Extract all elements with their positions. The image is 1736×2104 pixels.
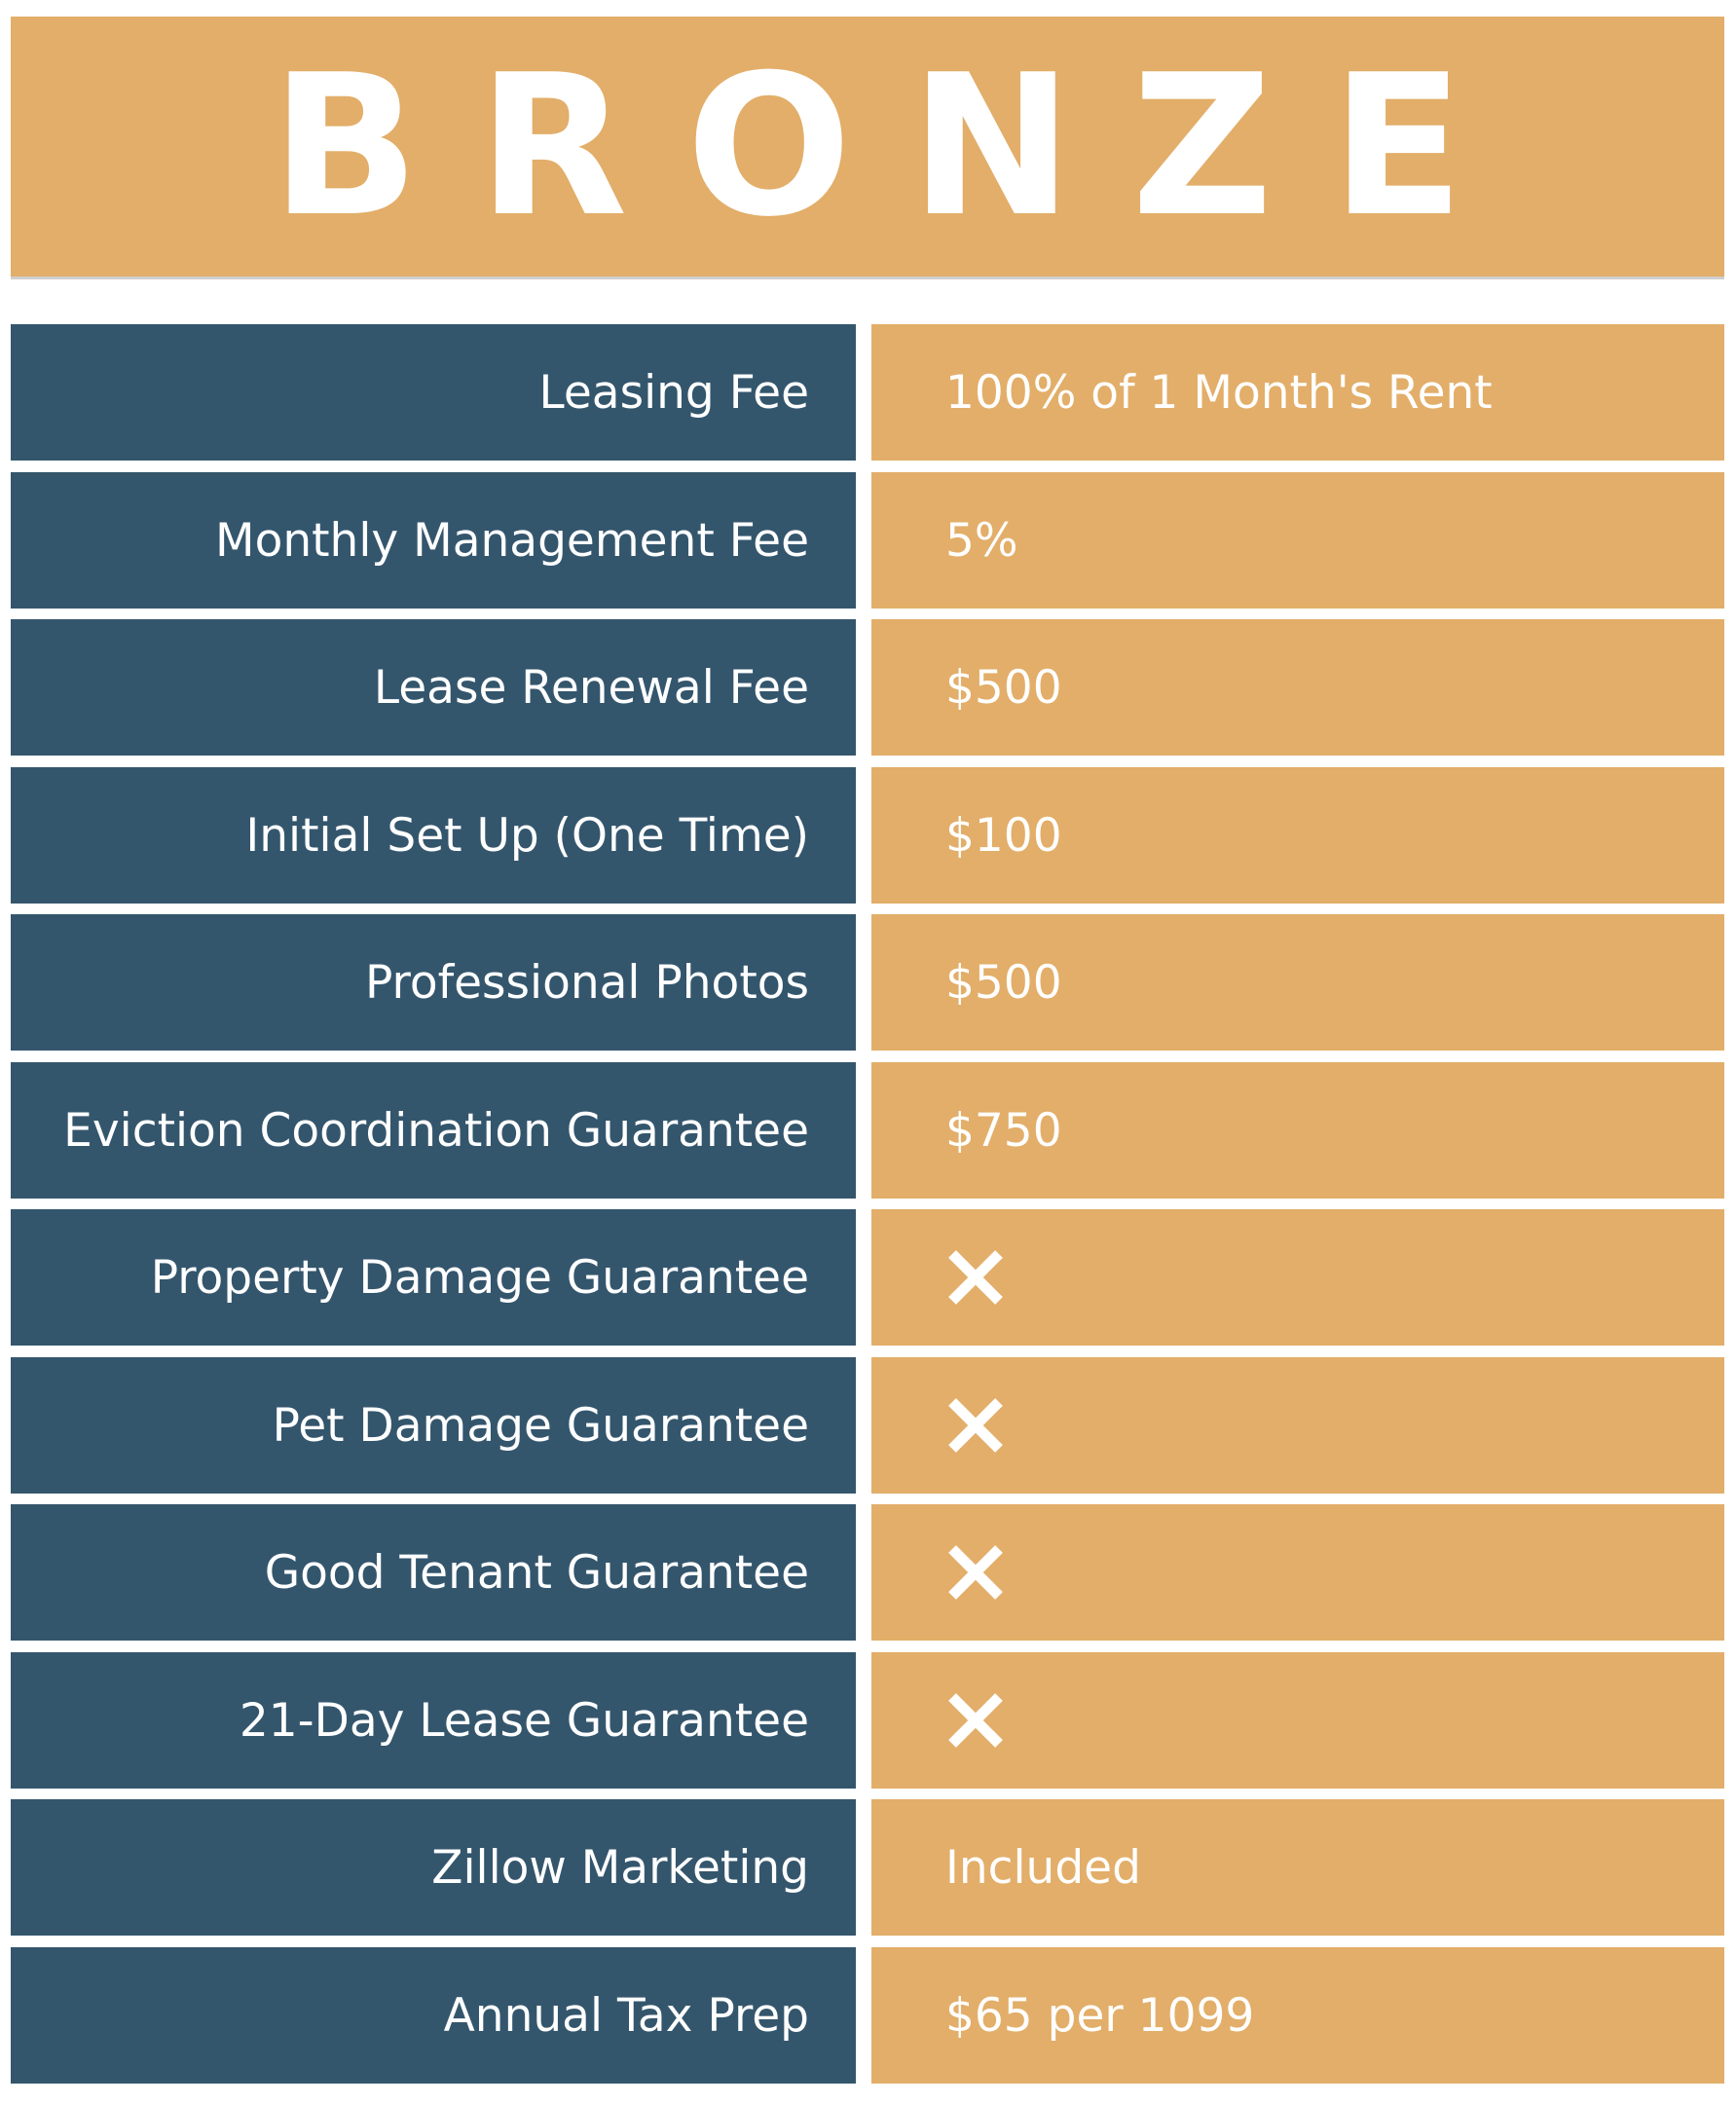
row-value-cell xyxy=(871,1799,1724,1936)
row-label-cell xyxy=(11,1504,856,1641)
row-label: Pet Damage Guarantee xyxy=(272,1398,809,1453)
row-label-cell xyxy=(11,1799,856,1936)
row-value-cell xyxy=(871,1652,1724,1789)
row-label-cell xyxy=(11,767,856,904)
row-value-cell xyxy=(871,914,1724,1051)
x-mark-icon xyxy=(945,1395,1006,1456)
table-row xyxy=(11,914,1724,1051)
row-value-cell xyxy=(871,1062,1724,1199)
row-value-cell xyxy=(871,1209,1724,1346)
table-row xyxy=(11,324,1724,461)
table-row xyxy=(11,767,1724,904)
row-value: $500 xyxy=(945,955,1062,1010)
row-label-cell xyxy=(11,914,856,1051)
row-label-cell xyxy=(11,1209,856,1346)
table-row xyxy=(11,1652,1724,1789)
row-value: 100% of 1 Month's Rent xyxy=(945,365,1493,420)
row-label: Zillow Marketing xyxy=(431,1840,809,1895)
row-value: Included xyxy=(945,1840,1141,1895)
row-value-cell xyxy=(871,767,1724,904)
plan-title: BRONZE xyxy=(271,32,1523,260)
x-mark-icon xyxy=(945,1690,1006,1751)
table-row xyxy=(11,1062,1724,1199)
row-label-cell xyxy=(11,1652,856,1789)
row-value: $65 per 1099 xyxy=(945,1988,1255,2043)
row-label: Monthly Management Fee xyxy=(215,513,809,568)
row-label: Annual Tax Prep xyxy=(443,1988,809,2043)
row-label: 21-Day Lease Guarantee xyxy=(239,1693,809,1748)
table-row xyxy=(11,1209,1724,1346)
row-label-cell xyxy=(11,1947,856,2084)
x-mark-icon xyxy=(945,1542,1006,1603)
row-value-cell xyxy=(871,1504,1724,1641)
row-value: 5% xyxy=(945,513,1018,568)
row-label-cell xyxy=(11,619,856,756)
table-row xyxy=(11,619,1724,756)
row-label: Good Tenant Guarantee xyxy=(264,1545,809,1600)
row-value-cell xyxy=(871,324,1724,461)
row-value-cell xyxy=(871,1947,1724,2084)
row-label-cell xyxy=(11,324,856,461)
table-row xyxy=(11,1357,1724,1494)
row-label: Property Damage Guarantee xyxy=(150,1250,809,1305)
table-row xyxy=(11,1799,1724,1936)
row-label: Eviction Coordination Guarantee xyxy=(63,1103,809,1158)
plan-header xyxy=(11,17,1724,279)
row-value-cell xyxy=(871,472,1724,609)
row-value: $750 xyxy=(945,1103,1062,1158)
table-row xyxy=(11,472,1724,609)
row-label: Initial Set Up (One Time) xyxy=(245,808,809,863)
table-row xyxy=(11,1504,1724,1641)
row-label-cell xyxy=(11,1062,856,1199)
row-value: $100 xyxy=(945,808,1062,863)
row-value: $500 xyxy=(945,660,1062,715)
row-label-cell xyxy=(11,472,856,609)
row-value-cell xyxy=(871,619,1724,756)
row-value-cell xyxy=(871,1357,1724,1494)
table-row xyxy=(11,1947,1724,2084)
row-label: Lease Renewal Fee xyxy=(373,660,809,715)
x-mark-icon xyxy=(945,1247,1006,1308)
row-label-cell xyxy=(11,1357,856,1494)
row-label: Professional Photos xyxy=(365,955,809,1010)
row-label: Leasing Fee xyxy=(538,365,809,420)
